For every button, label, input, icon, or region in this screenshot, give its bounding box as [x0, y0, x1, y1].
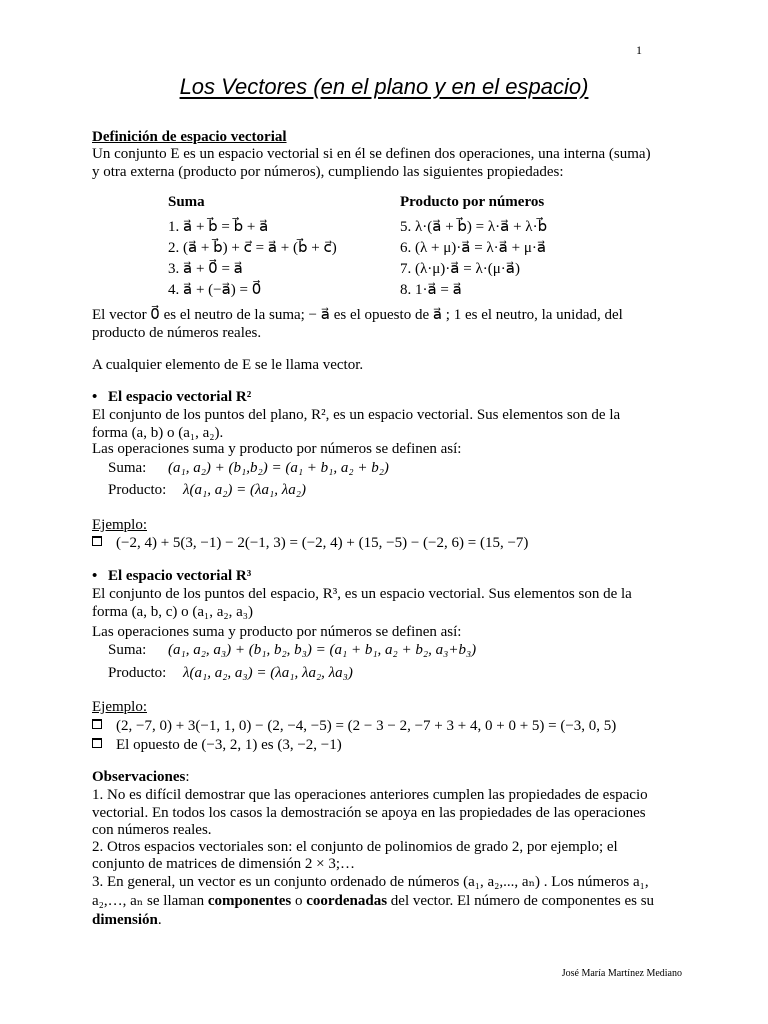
r2-line-1: El conjunto de los puntos del plano, R², es un espacio vectorial. Sus elementos son de la — [92, 407, 621, 423]
r2-example-label: Ejemplo: — [92, 517, 147, 533]
product-property-6: 6. (λ + μ)·a⃗ = λ·a⃗ + μ·a⃗ — [400, 240, 547, 256]
checkbox-bullet-icon — [92, 536, 102, 546]
sum-property-3: 3. a⃗ + 0⃗ = a⃗ — [168, 261, 243, 277]
observation-line-3: con números reales. — [92, 822, 212, 838]
r3-line-1: El conjunto de los puntos del espacio, R³, es un espacio vectorial. Sus elementos son de la — [92, 586, 632, 602]
r2-sum-formula: (a₁, a₂) + (b₁,b₂) = (a₁ + b₁, a₂ + b₂) — [168, 460, 389, 476]
r2-example-1: (−2, 4) + 5(3, −1) − 2(−1, 3) = (−2, 4) + (15, −5) − (−2, 6) = (15, −7) — [92, 534, 528, 552]
page-title: Los Vectores (en el plano y en el espacio) — [179, 74, 589, 99]
r2-heading: • El espacio vectorial R² — [92, 389, 252, 405]
observation-line-2: vectorial. En todos los casos la demostración se apoya en las propiedades de las operaciones — [92, 805, 646, 821]
r3-sum-formula: (a₁, a₂, a₃) + (b₁, b₂, b₃) = (a₁ + b₁, a₂ + b₂, a₃+b₃) — [168, 642, 477, 658]
neutral-line-2: producto de números reales. — [92, 325, 262, 341]
r2-line-2: forma (a, b) o (a₁, a₂). — [92, 425, 224, 441]
observation-line-4: 2. Otros espacios vectoriales son: el conjunto de polinomios de grado 2, por ejemplo; el — [92, 839, 618, 855]
any-element-line: A cualquier elemento de E se le llama vector. — [92, 357, 364, 373]
observation-line-1: 1. No es difícil demostrar que las operaciones anteriores cumplen las propiedades de espacio — [92, 787, 648, 803]
checkbox-bullet-icon — [92, 719, 102, 729]
observation-line-7: a₂,…, aₙ se llaman componentes o coordenadas del vector. El número de componentes es su — [92, 893, 655, 909]
observations-heading: Observaciones: — [92, 769, 190, 785]
sum-property-2: 2. (a⃗ + b⃗) + c⃗ = a⃗ + (b⃗ + c⃗) — [168, 240, 337, 256]
sum-property-4: 4. a⃗ + (−a⃗) = 0⃗ — [168, 282, 262, 298]
r2-product-label: Producto: — [108, 482, 167, 498]
observation-line-6: 3. En general, un vector es un conjunto ordenado de números (a₁, a₂,..., aₙ) . Los números a₁, — [92, 874, 649, 890]
product-properties — [400, 217, 547, 301]
r2-sum-label: Suma: — [108, 460, 147, 476]
sum-heading: Suma — [168, 194, 205, 210]
r2-line-3: Las operaciones suma y producto por números se definen así: — [92, 441, 462, 457]
neutral-line-1: El vector 0⃗ es el neutro de la suma; − a⃗ es el opuesto de a⃗ ; 1 es el neutro, la unidad, del — [92, 307, 623, 323]
r3-product-label: Producto: — [108, 665, 167, 681]
observation-line-5: conjunto de matrices de dimensión 2 × 3;… — [92, 856, 355, 872]
product-property-8: 8. 1·a⃗ = a⃗ — [400, 282, 462, 298]
checkbox-bullet-icon — [92, 738, 102, 748]
sum-property-1: 1. a⃗ + b⃗ = b⃗ + a⃗ — [168, 219, 269, 235]
bullet-icon: • — [92, 568, 98, 584]
definition-line-1: Un conjunto E es un espacio vectorial si en él se definen dos operaciones, una interna (suma) — [92, 146, 651, 162]
product-property-7: 7. (λ·μ)·a⃗ = λ·(μ·a⃗) — [400, 261, 520, 277]
r3-sum-label: Suma: — [108, 642, 147, 658]
r3-heading: • El espacio vectorial R³ — [92, 568, 252, 584]
definition-heading: Definición de espacio vectorial — [92, 129, 287, 145]
r3-example-label: Ejemplo: — [92, 699, 147, 715]
footer-author: José María Martínez Mediano — [561, 968, 682, 979]
sum-properties — [168, 217, 337, 301]
product-heading: Producto por números — [400, 194, 545, 210]
definition-line-2: y otra externa (producto por números), cumpliendo las siguientes propiedades: — [92, 164, 564, 180]
product-property-5: 5. λ·(a⃗ + b⃗) = λ·a⃗ + λ·b⃗ — [400, 219, 548, 235]
bullet-icon: • — [92, 389, 98, 405]
r3-product-formula: λ(a₁, a₂, a₃) = (λa₁, λa₂, λa₃) — [183, 665, 353, 681]
r3-line-3: Las operaciones suma y producto por números se definen así: — [92, 624, 462, 640]
r3-example-2: El opuesto de (−3, 2, 1) es (3, −2, −1) — [92, 736, 342, 754]
r2-product-formula: λ(a₁, a₂) = (λa₁, λa₂) — [183, 482, 306, 498]
page-number: 1 — [636, 43, 642, 57]
r3-line-2: forma (a, b, c) o (a₁, a₂, a₃) — [92, 604, 254, 620]
r3-example-1: (2, −7, 0) + 3(−1, 1, 0) − (2, −4, −5) = (2 − 3 − 2, −7 + 3 + 4, 0 + 0 + 5) = (−3, 0, 5) — [92, 717, 616, 735]
observation-line-8: dimensión. — [92, 912, 162, 928]
